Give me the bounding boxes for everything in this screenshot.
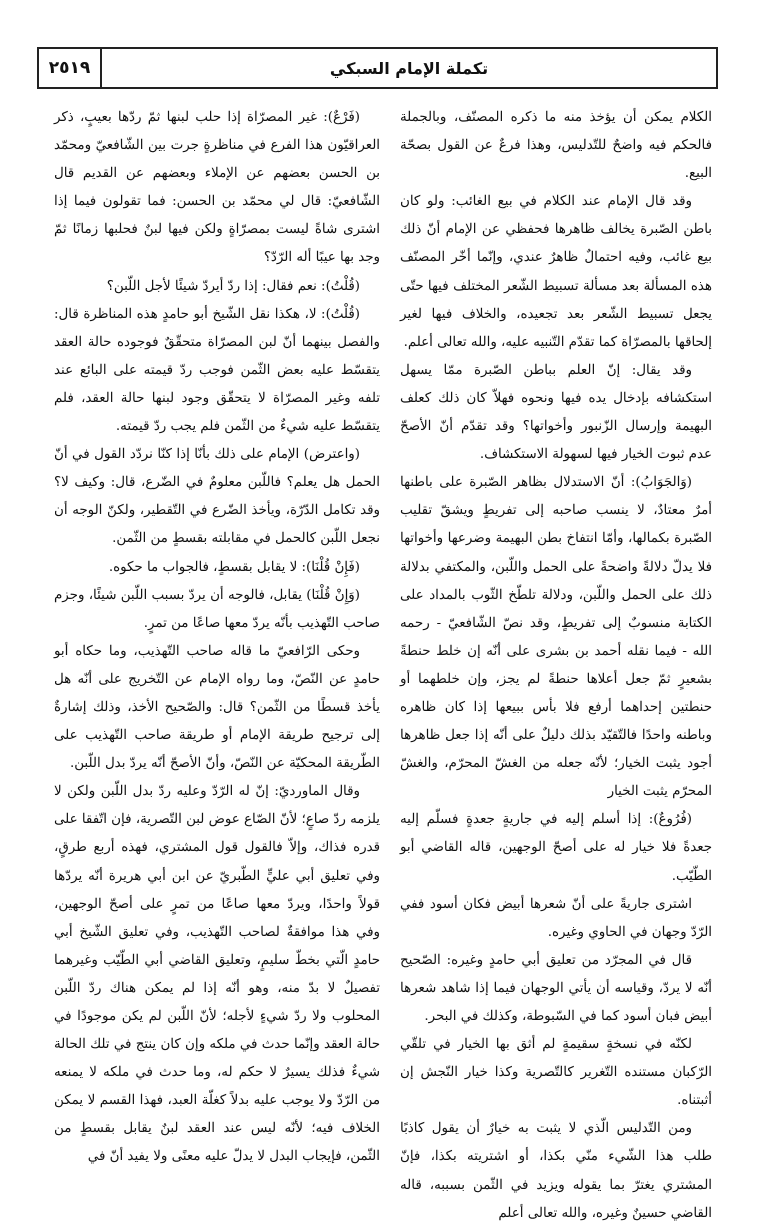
paragraph-branches: (فُرُوعٌ): إذا أسلم إليه في جاريةٍ جعدةٍ فسلّم إليه جعدةً فلا خيار له على أصحّ الوجهين، قاله القاضي أبو الطّيّب. (400, 812, 712, 884)
paragraph: وقد يقال: إنّ العلم بباطن الصّبرة ممّا يسهل استكشافه بإدخال يده فيها ونحوه فهلاّ كان ذلك كعلف البهيمة وإرسال الزّنبور وأخواتها؟ وقد تقدّم أنّ الأصحّ عدم ثبوت الخيار فيها لسهولة الاستكشاف. (400, 362, 712, 463)
paragraph: (وَإِنْ قُلْنَا) يقابل، فالوجه أن يردّ بسبب اللّبن شيئًا، وجزم صاحب التّهذيب بأنّه يردّ معها صاعًا من تمرٍ. (54, 587, 380, 631)
right-text-column (400, 104, 712, 1228)
paragraph: قال في المجرّد من تعليق أبي حامدٍ وغيره: الصّحيح أنّه لا يردّ، وقياسه أن يأتي الوجهان فيما إذا شاهد شعرها أبيض فبان أسود كما في السّبوطة، وكذلك في البحر. (400, 952, 712, 1024)
paragraph-answer: (وَالجَوَابُ): أنّ الاستدلال بظاهر الصّبرة على باطنها أمرٌ معتادٌ، لا ينسب صاحبه إلى تفريطٍ ويشقّ تقليب الصّبرة بكمالها، وأمّا انتفاخ بطن البهيمة وضرعها وأخواتها فلا يدلّ دلالةً واضحةً على الحمل واللّبن، والمكتفي بدلالة ذلك على الحمل واللّبن، ودلالة تلطّخ الثّوب بالمداد على الكتابة منسوبٌ إلى تفريطٍ، وقد نصّ الشّافعيّ - رحمه الله - فيما نقله أحمد بن بشرى على أنّه إن خلط حنطةً بشعيرٍ ثمّ جعل أعلاها حنطةً لم يجز، وإن خلطهما أو حنطتين إحداهما أرفع فلا بأس ببيعها إذا كان ظاهره وباطنه واحدًا فالتّقيّد بذلك دليلٌ على أنّه إذا جعل ظاهرها أجود يثبت الخيار؛ لأنّه جعله من الغشّ المحرّم، والغشّ المحرّم يثبت الخيار (400, 475, 712, 800)
book-title: تكملة الإمام السبكي (329, 58, 489, 78)
paragraph-branch: (فَرْعٌ): غير المصرّاة إذا حلب لبنها ثمّ ردّها بعيبٍ، ذكر العراقيّون هذا الفرع في مناظرةٍ جرت بين الشّافعيّ ومحمّد بن الحسن بعضهم عن الإملاء وبعضهم عن القديم قال الشّافعيّ: قال لي محمّد بن الحسن: فما تقولون فيما إذا اشترى شاةً ليست بمصرّاةٍ ولكن فيها لبنٌ فحلبها زمانًا ثمّ وجد بها عيبًا أله الرّدّ؟ (54, 110, 380, 266)
paragraph: (واعترض) الإمام على ذلك بأنّا إذا كنّا نردّد القول في أنّ الحمل هل يعلم؟ فاللّبن معلومٌ في الضّرع، قال: وكيف لا؟ وقد تكامل الدّرّة، ويأخذ الضّرع في التّقطير، ولكنّ الوجه أن نجعل اللّبن كالحمل في مقابلته بقسطٍ من الثّمن. (54, 447, 380, 547)
paragraph: (قُلْتُ): لا، هكذا نقل الشّيخ أبو حامدٍ هذه المناظرة قال: والفصل بينهما أنّ لبن المصرّاة متحقّقٌ فوجوده حالة العقد يتقسّط عليه بعض الثّمن فوجب ردّ قيمته على البائع عند تلفه وغير المصرّاة لا يتحقّق وجود لبنها حالة العقد، فلم يتقسّط عليه شيءٌ من الثّمن فلم يجب ردّ قيمته. (54, 306, 380, 435)
running-header (37, 47, 718, 89)
paragraph: وحكى الرّافعيّ ما قاله صاحب التّهذيب، وما حكاه أبو حامدٍ عن النّصّ، وما رواه الإمام عن التّخريج على أنّه هل يأخذ قسطًا من الثّمن؟ قال: والصّحيح الأخذ، وذلك إشارةٌ إلى ترجيح طريقة الإمام أو طريقة صاحب التّهذيب على الطّريقة المحكيّة عن النّصّ، وأنّ الأصحّ أنّه يردّ بدل اللّبن. (54, 643, 380, 772)
paragraph: الكلام يمكن أن يؤخذ منه ما ذكره المصنّف، وبالجملة فالحكم فيه واضحٌ للتّدليس، وهذا فرعٌ عن القول بصحّة البيع. (400, 110, 712, 182)
paragraph: (قُلْتُ): نعم فقال: إذا ردّ أيردّ شيئًا لأجل اللّبن؟ (106, 278, 360, 294)
paragraph: لكنّه في نسخةٍ سقيمةٍ لم أثق بها الخيار في تلقّي الرّكبان مستنده التّغرير كالتّصرية وكذا خيار النّجش إن أثبتناه. (400, 1037, 712, 1109)
paragraph: وقد قال الإمام عند الكلام في بيع الغائب: ولو كان باطن الصّبرة يخالف ظاهرها فحفظي عن الإمام أنّ ذلك بيع غائب، وفيه احتمالٌ ظاهرٌ عندي، وإنّما أخّر المصنّف هذه المسألة بعد مسألة تسبيط الشّعر المختلف فيها حتّى يجعل تسبيط الشّعر بعد تجعيده، والخلاف فيها لغير إلحاقها بالمصرّاة كما تقدّم التّنبيه عليه، والله تعالى أعلم. (400, 194, 712, 350)
left-text-column (54, 104, 380, 1172)
paragraph: ومن التّدليس الّذي لا يثبت به خيارٌ أن يقول كاذبًا طلب هذا الشّيء منّي بكذا، أو اشتريته بكذا، فإنّ المشتري يغترّ بما يقوله ويزيد في الثّمن بسببه، قاله القاضي حسينٌ وغيره، والله تعالى أعلم (400, 1121, 712, 1221)
paragraph: (فَإِنْ قُلْنَا): لا يقابل بقسطٍ، فالجواب ما حكوه. (108, 559, 360, 575)
paragraph: اشترى جاريةً على أنّ شعرها أبيض فكان أسود ففي الرّدّ وجهان في الحاوي وغيره. (400, 896, 712, 940)
page-number: ٢٥١٩ (39, 49, 102, 87)
paragraph: وقال الماورديّ: إنّ له الرّدّ وعليه ردّ بدل اللّبن ولكن لا يلزمه ردّ صاعٍ؛ لأنّ الصّاع عوض لبن التّصرية، فإن اتّفقا على قدره فذاك، وإلاّ فالقول قول المشتري، فهذه أربع طرقٍ، وفي تعليق أبي عليٍّ الطّبريّ عن ابن أبي هريرة أنّه يردّها قولاً واحدًا، ويردّ معها صاعًا من تمرٍ على أصحّ الوجهين، وفي هذا موافقةٌ لصاحب التّهذيب، وفي تعليق الشّيخ أبي حامدٍ الّتي بخطّ سليمٍ، وتعليق القاضي أبي الطّيّب وغيرهما تفصيلٌ لا بدّ منه، وهو أنّه إذا لم يمكن هناك ردّ اللّبن المحلوب ولا ردّ شيءٍ لأجله؛ لأنّ اللّبن لم يكن موجودًا في حالة العقد وإنّما حدث في ملكه وإن كان ينتج في تلك الحالة شيءٌ فذلك يسيرٌ لا حكم له، وما حدث في ملكه لا يمنعه من الرّدّ ولا يوجب عليه بدلاً كغلّة العبد، فهذا القسم لا يمكن الخلاف فيه؛ لأنّه ليس عند العقد لبنٌ يقابل بقسطٍ من الثّمن، فإيجاب البدل لا يدلّ عليه معنًى ولا يفيد أنّ في (54, 784, 380, 1165)
